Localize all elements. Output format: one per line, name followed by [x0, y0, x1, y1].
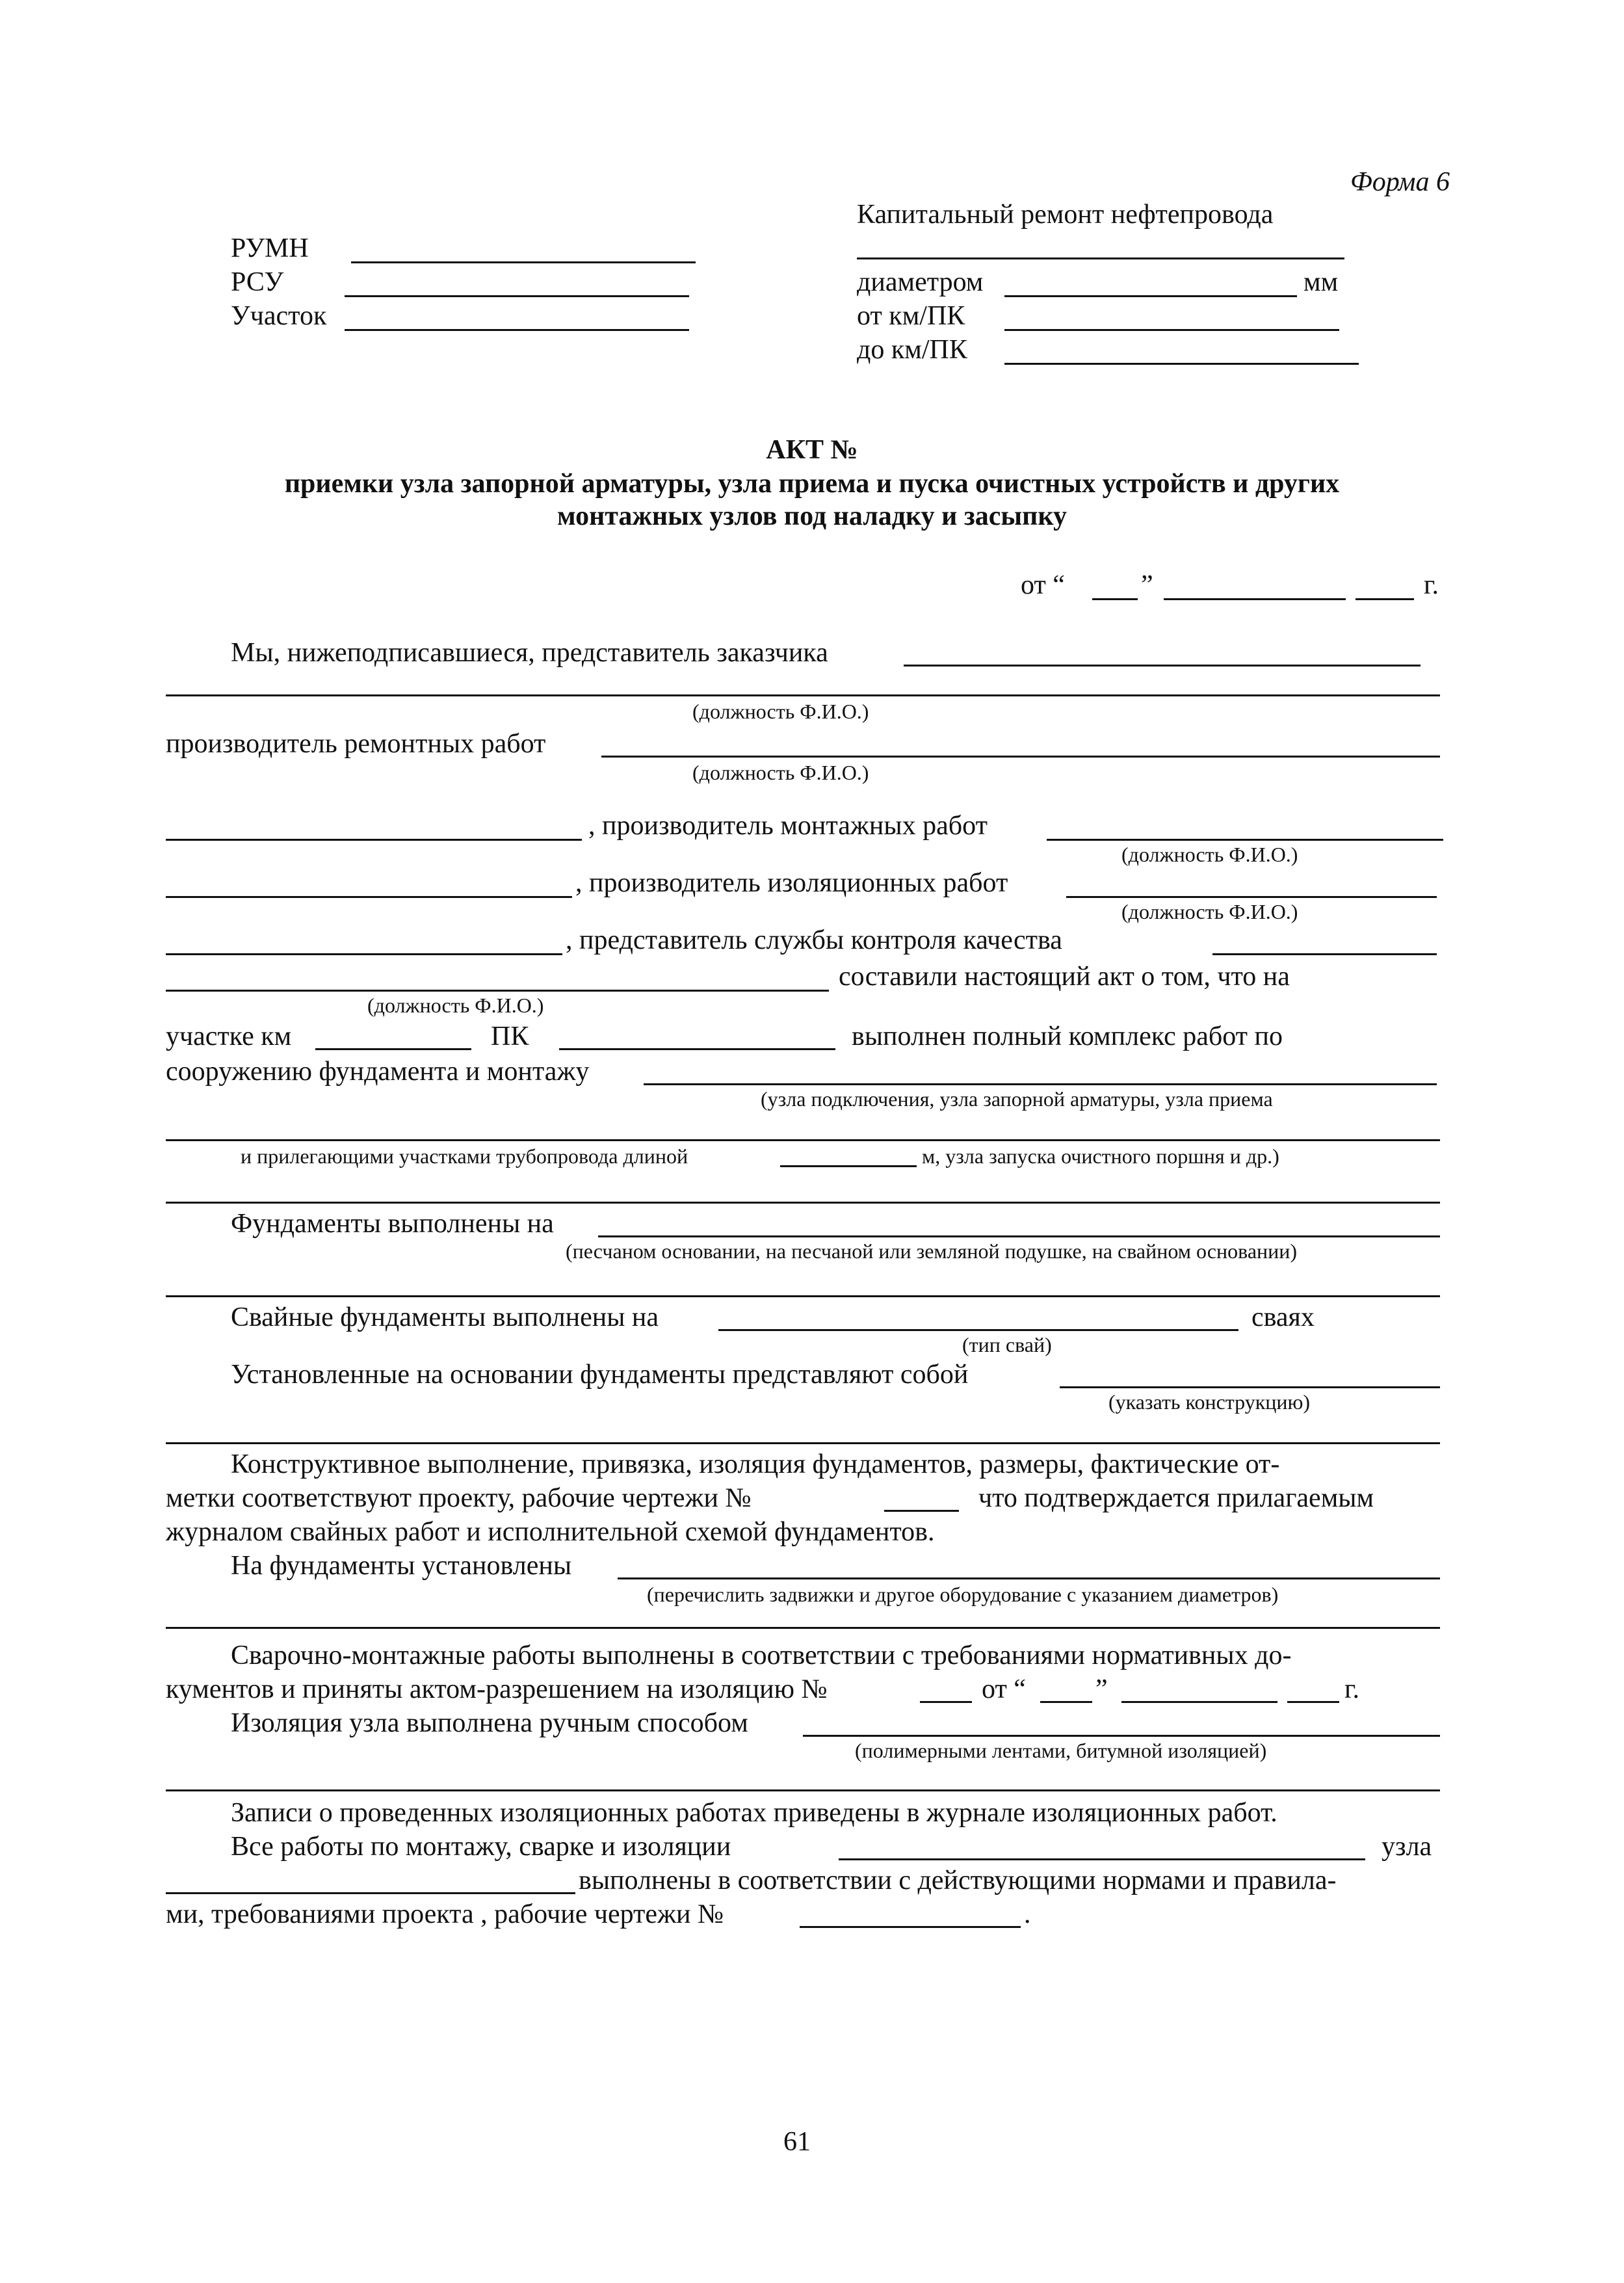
hint-valves: (перечислить задвижки и другое оборудование с указанием диаметров) — [647, 1583, 1279, 1606]
date-quote: ” — [1141, 570, 1153, 600]
weld-line2a: кументов и приняты актом-разрешением на изоляцию № — [166, 1674, 828, 1704]
installed-label: На фундаменты установлены — [231, 1551, 572, 1581]
rumn-label: РУМН — [231, 233, 309, 263]
insul-producer-field[interactable] — [1066, 896, 1437, 898]
construction-label: сооружению фундамента и монтажу — [166, 1057, 590, 1087]
insul-manual-field[interactable] — [803, 1735, 1440, 1737]
complex-done-text: выполнен полный комплекс работ по — [852, 1022, 1283, 1051]
hint-position-3: (должность Ф.И.О.) — [1121, 843, 1298, 866]
repair-producer-label: производитель ремонтных работ — [166, 729, 546, 759]
qc-rep-field[interactable] — [1212, 953, 1437, 955]
foundations-on-field-2[interactable] — [166, 1295, 1440, 1297]
form-label: Форма 6 — [1350, 167, 1450, 197]
insul-producer-name-field[interactable] — [166, 896, 572, 898]
hint-position-5: (должность Ф.И.О.) — [367, 994, 544, 1017]
node-label: узла — [1382, 1832, 1432, 1862]
date-month-field[interactable] — [1164, 598, 1346, 600]
to-km-field[interactable] — [1004, 363, 1359, 365]
all-works-label: Все работы по монтажу, сварке и изоляции — [231, 1832, 731, 1862]
we-signed-text: Мы, нижеподписавшиеся, представитель заказчика — [231, 638, 828, 668]
permit-month-field[interactable] — [1121, 1701, 1277, 1703]
insul-producer-label: , производитель изоляционных работ — [575, 868, 1008, 898]
mount-producer-name-field[interactable] — [166, 839, 582, 841]
rsu-label: РСУ — [231, 267, 284, 297]
hint-adjacent-a: и прилегающими участками трубопровода длиной — [241, 1144, 688, 1168]
qc-rep-field-2[interactable] — [166, 990, 829, 992]
from-km-label: от км/ПК — [857, 301, 965, 331]
insul-manual-label: Изоляция узла выполнена ручным способом — [231, 1708, 748, 1738]
uchastok-field[interactable] — [345, 329, 689, 331]
req-project-text: ми, требованиями проекта , рабочие чертежи № — [166, 1899, 724, 1929]
final-period: . — [1024, 1899, 1031, 1929]
weld-line2c: ” — [1095, 1674, 1108, 1704]
installed-field[interactable] — [618, 1577, 1440, 1579]
hint-pile-type: (тип свай) — [962, 1333, 1052, 1356]
act-subtitle-line1: приемки узла запорной арматуры, узла приема и пуска очистных устройств и других — [284, 469, 1340, 499]
act-subtitle-line2: монтажных узлов под наладку и засыпку — [557, 501, 1067, 531]
section-km-field[interactable] — [315, 1048, 471, 1050]
permit-day-field[interactable] — [1040, 1701, 1092, 1703]
compiled-text: составили настоящий акт о том, что на — [839, 962, 1290, 992]
qc-rep-label: , представитель службы контроля качества — [566, 925, 1062, 955]
hint-adjacent-b: м, узла запуска очистного поршня и др.) — [922, 1144, 1279, 1168]
repair-producer-field[interactable] — [601, 756, 1440, 758]
repair-title: Капитальный ремонт нефтепровода — [857, 200, 1274, 230]
node-name-field[interactable] — [166, 1892, 575, 1894]
para1-line2a: метки соответствуют проекту, рабочие чертежи № — [166, 1483, 752, 1513]
hint-position-2: (должность Ф.И.О.) — [692, 761, 869, 784]
all-works-field[interactable] — [839, 1858, 1365, 1860]
records-text: Записи о проведенных изоляционных работах приведены в журнале изоляционных работ. — [231, 1798, 1277, 1828]
pipeline-name-field[interactable] — [857, 257, 1344, 259]
to-km-label: до км/ПК — [857, 335, 967, 365]
uchastok-label: Участок — [231, 301, 327, 331]
act-title: АКТ № — [766, 435, 858, 465]
construction-field-3[interactable] — [166, 1202, 1440, 1204]
installed-on-label: Установленные на основании фундаменты представляют собой — [231, 1360, 969, 1390]
customer-rep-field[interactable] — [904, 665, 1421, 666]
customer-rep-field-2[interactable] — [166, 694, 1440, 696]
date-day-field[interactable] — [1092, 598, 1138, 600]
pk-label: ПК — [491, 1022, 529, 1051]
permit-number-field[interactable] — [920, 1701, 972, 1703]
installed-on-field[interactable] — [1060, 1386, 1440, 1388]
insul-manual-field-2[interactable] — [166, 1789, 1440, 1791]
rsu-field[interactable] — [345, 295, 689, 297]
mm-label: мм — [1303, 267, 1339, 297]
mount-producer-field[interactable] — [1047, 839, 1443, 841]
hint-nodes: (узла подключения, узла запорной арматуры, узла приема — [761, 1087, 1273, 1111]
pipe-length-field[interactable] — [780, 1165, 917, 1167]
foundations-on-field[interactable] — [598, 1235, 1440, 1237]
final-drawings-field[interactable] — [800, 1926, 1021, 1928]
foundations-on-label: Фундаменты выполнены на — [231, 1209, 554, 1239]
date-from-label: от “ — [1021, 570, 1065, 600]
para1-line3: журналом свайных работ и исполнительной схемой фундаментов. — [166, 1517, 935, 1547]
para1-line1: Конструктивное выполнение, привязка, изоляция фундаментов, размеры, фактические от- — [231, 1449, 1280, 1479]
piles-label: сваях — [1251, 1302, 1315, 1332]
hint-insulation: (полимерными лентами, битумной изоляцией) — [855, 1739, 1267, 1762]
weld-line1: Сварочно-монтажные работы выполнены в соответствии с требованиями нормативных до- — [231, 1641, 1292, 1670]
drawings-number-field[interactable] — [884, 1510, 959, 1512]
diameter-field[interactable] — [1004, 295, 1297, 297]
date-year-suffix: г. — [1424, 570, 1439, 600]
done-norms-text: выполнены в соответствии с действующими нормами и правила- — [579, 1866, 1337, 1895]
date-year-field[interactable] — [1356, 598, 1414, 600]
weld-line2b: от “ — [982, 1674, 1026, 1704]
rumn-field[interactable] — [351, 261, 696, 263]
weld-line2d: г. — [1344, 1674, 1359, 1704]
installed-field-2[interactable] — [166, 1627, 1440, 1629]
permit-year-field[interactable] — [1287, 1701, 1339, 1703]
section-km-label: участке км — [166, 1022, 292, 1051]
diameter-label: диаметром — [857, 267, 984, 297]
installed-on-field-2[interactable] — [166, 1442, 1440, 1444]
qc-rep-name-field[interactable] — [166, 953, 562, 955]
hint-position-4: (должность Ф.И.О.) — [1121, 900, 1298, 923]
pile-foundations-label: Свайные фундаменты выполнены на — [231, 1302, 659, 1332]
mount-producer-label: , производитель монтажных работ — [588, 811, 988, 841]
hint-foundations: (песчаном основании, на песчаной или земляной подушке, на свайном основании) — [566, 1239, 1298, 1263]
para1-line2b: что подтверждается прилагаемым — [978, 1483, 1374, 1513]
from-km-field[interactable] — [1004, 329, 1339, 331]
hint-construction: (указать конструкцию) — [1108, 1390, 1311, 1414]
pk-field[interactable] — [559, 1048, 835, 1050]
construction-field[interactable] — [644, 1083, 1437, 1085]
pile-type-field[interactable] — [718, 1329, 1238, 1331]
construction-field-2[interactable] — [166, 1139, 1440, 1141]
page-number: 61 — [783, 2127, 811, 2157]
hint-position-1: (должность Ф.И.О.) — [692, 700, 869, 723]
